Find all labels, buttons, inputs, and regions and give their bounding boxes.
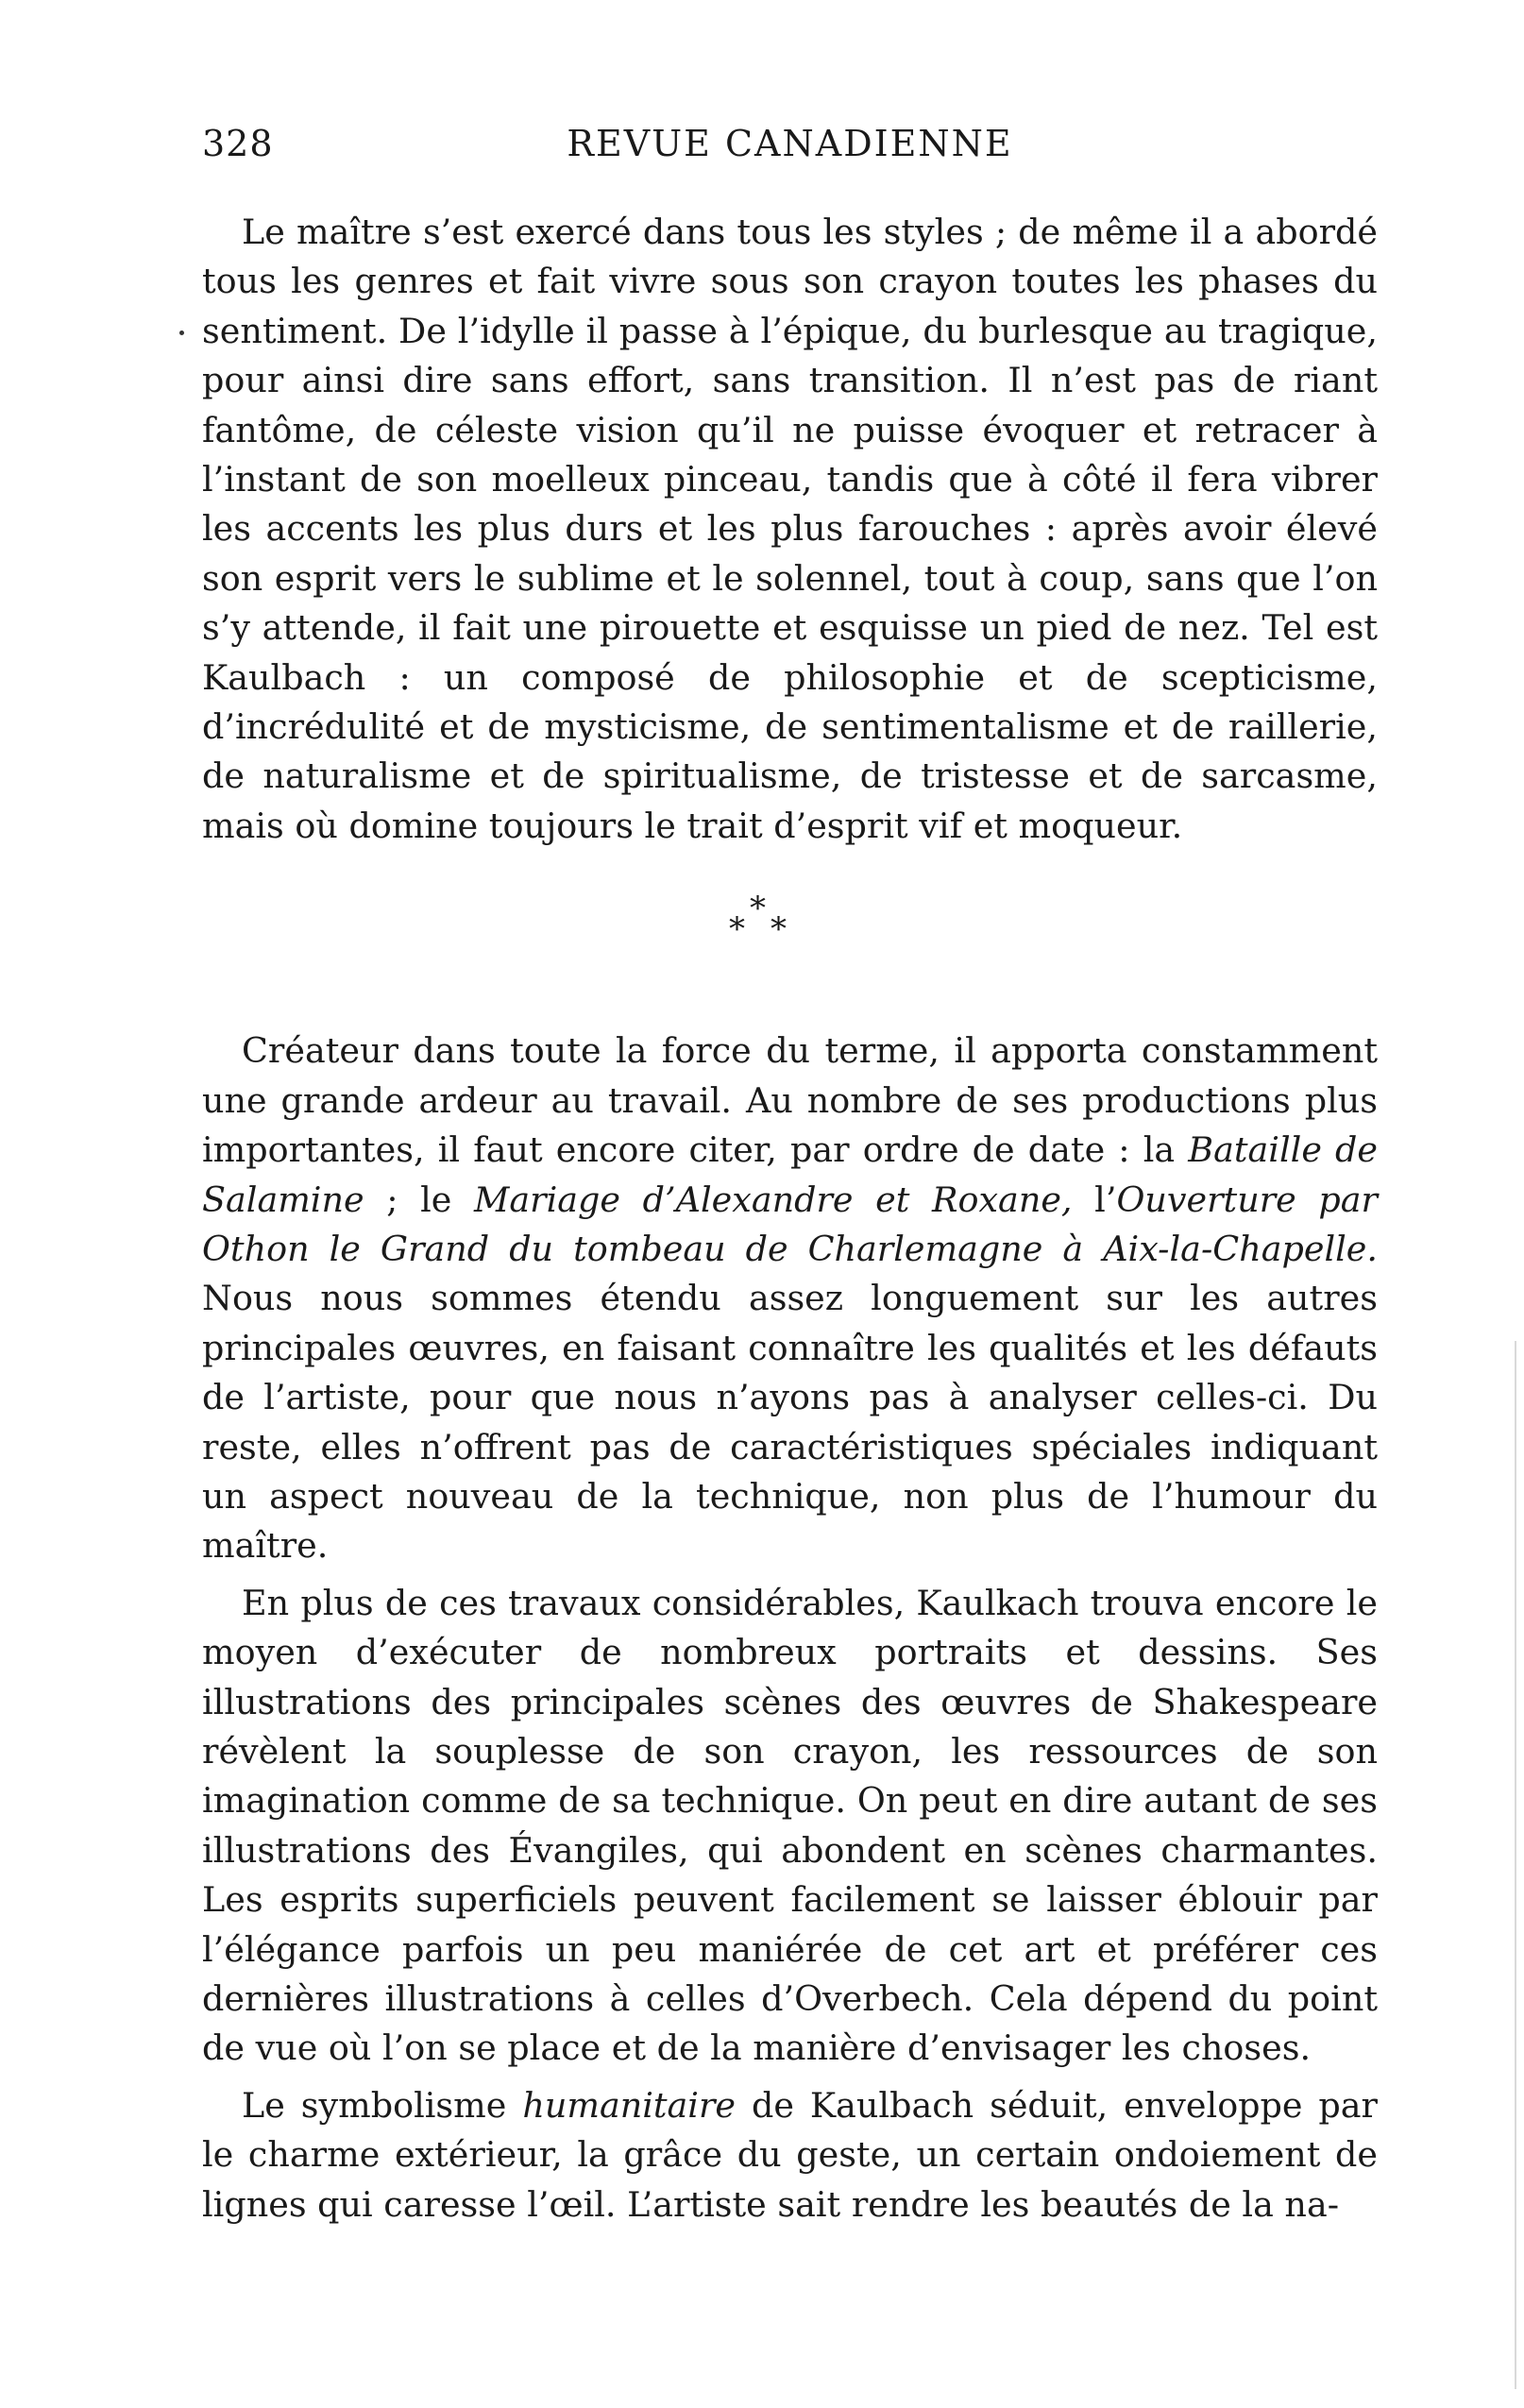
running-title: REVUE CANADIENNE [567, 123, 1013, 164]
paragraph-productions-separator-2: l’ [1072, 1179, 1117, 1220]
paragraph-symbolism-end: de Kaulbach séduit, enveloppe par le charme extérieur, la grâce du geste, un certain ondoiement de lignes qui caresse l’œil. L’artiste sait rendre les beautés de la na- [202, 2084, 1379, 2225]
page-number: 328 [202, 123, 274, 164]
paragraph-productions-start: Créateur dans toute la force du terme, il apporta constamment une grande ardeur au travail. Au nombre de ses productions plus importantes, il faut encore citer, par ordre de date : la [202, 1030, 1378, 1171]
work-title-bataille-salamine: Bataille de Salamine [202, 1129, 1379, 1220]
paragraph-symbolism-start: Le symbolisme [242, 2084, 523, 2126]
paragraph-symbolism-italic-term: humanitaire [522, 2084, 737, 2126]
asterism-star-right: * [770, 910, 787, 949]
work-title-ouverture-othon: Ouverture par Othon le Grand du tombeau de Charlemagne à Aix-la-Chapelle. [202, 1179, 1378, 1269]
paragraph-symbolism [202, 2081, 1378, 2230]
section-ornament-asterism [202, 866, 1378, 1017]
paragraph-kaulbach-styles: Le maître s’est exercé dans tous les styles ; de même il a abordé tous les genres et fait vivre sous son crayon toutes les phases du sentiment. De l’idylle il passe à l’épique, du burlesque au tragique, pour ainsi dire sans effort, sans transition. Il n’est pas de riant fantôme, de céleste vision qu’il ne puisse évoquer et retracer à l’instant de son moelleux pinceau, tandis que à côté il fera vibrer les accents les plus durs et les plus farouches : après avoir élevé son esprit vers le sublime et le solennel, tout à coup, sans que l’on s’y attende, il fait une pirouette et esquisse un pied de nez. Tel est Kaulbach : un composé de philosophie et de scepticisme, d’incrédulité et de mysticisme, de sentimentalisme et de raillerie, de naturalisme et de spiritualisme, de tristesse et de sarcasme, mais où domine toujours le trait d’esprit vif et moqueur. [202, 212, 1378, 846]
paragraph-portraits-illustrations: En plus de ces travaux considérables, Kaulkach trouva encore le moyen d’exécuter de nombreux portraits et dessins. Ses illustrations des principales scènes des œuvres de Shakespeare révèlent la souplesse de son crayon, les ressources de son imagination comme de sa technique. On peut en dire autant de ses illustrations des Évangiles, qui abondent en scènes charmantes. Les esprits superficiels peuvent facilement se laisser éblouir par l’élégance parfois un peu maniérée de cet art et préférer ces dernières illustrations à celles d’Overbech. Cela dépend du point de vue où l’on se place et de la manière d’envisager les choses. [202, 1582, 1378, 2069]
margin-dot [179, 331, 184, 335]
work-title-mariage-alexandre: Mariage d’Alexandre et Roxane, [474, 1179, 1073, 1220]
paragraph-productions-separator-1: ; le [364, 1179, 475, 1220]
paragraph-productions [202, 1026, 1378, 1570]
running-header [202, 123, 1378, 189]
asterism-star-top: * [750, 890, 766, 928]
asterism-star-left: * [729, 910, 745, 949]
document-page [202, 123, 1378, 2230]
paragraph-productions-end: Nous nous sommes étendu assez longuement sur les autres principales œuvres, en faisant connaître les qualités et les défauts de l’artiste, pour que nous n’ayons pas à analyser celles-ci. Du reste, elles n’offrent pas de caractéristiques spéciales indiquant un aspect nouveau de la technique, non plus de l’humour du maître. [202, 1278, 1378, 1567]
page-edge-shadow [1515, 1341, 1516, 2389]
